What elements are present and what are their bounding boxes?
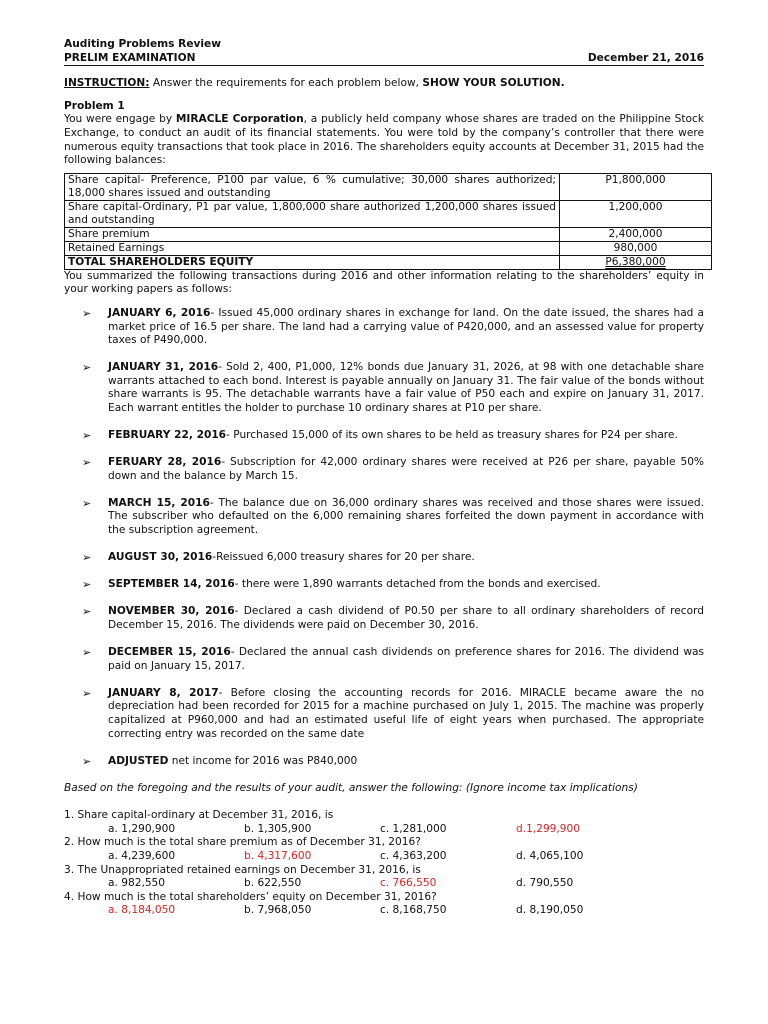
choices-row: [64, 904, 704, 918]
transaction-detail: - Declared the annual cash dividends on preference shares for 2016. The dividend was paid on January 15, 2017.: [108, 646, 704, 672]
instructions-based-on: Based on the foregoing and the results of your audit, answer the following: (Ignore income tax implications): [64, 781, 638, 794]
transaction-detail: - Before closing the accounting records for 2016. MIRACLE became aware the no depreciation had been recorded for 2015 for a machine purchased on July 1, 2015. The machine was properly capitalized at P960,000 and had an estimated useful life of eight years when purchased. The appropriate correcting entry was recorded on the same date: [108, 686, 704, 740]
arrow-bullet-icon: ➢: [82, 306, 92, 320]
arrow-bullet-icon: ➢: [82, 429, 92, 443]
transaction-date: SEPTEMBER 14, 2016: [108, 578, 235, 591]
instruction-emphasis: SHOW YOUR SOLUTION.: [422, 77, 565, 90]
table-row: [65, 241, 712, 255]
account-amount: 2,400,000: [560, 227, 712, 241]
exam-date: December 21, 2016: [587, 51, 704, 64]
transaction-item: [64, 456, 704, 483]
transaction-item: [64, 687, 704, 741]
question-text: 2. How much is the total share premium as of December 31, 2016?: [64, 836, 421, 849]
exam-title: PRELIM EXAMINATION: [64, 51, 196, 64]
transaction-detail: - Declared a cash dividend of P0.50 per share to all ordinary shareholders of record December 15, 2016. The dividends were paid on December 30, 2016.: [108, 605, 704, 631]
transactions-list: [64, 307, 704, 768]
total-amount: P6,380,000: [560, 255, 712, 269]
answer-choice: a. 1,290,900: [108, 822, 176, 835]
transaction-detail: - Issued 45,000 ordinary shares in exchange for land. On the date issued, the shares had a market price of 16.5 per share. The land had a carrying value of P420,000, and an assessed value for property taxes of P490,000.: [108, 306, 704, 347]
choices-row: [64, 850, 704, 864]
problem-intro-after: , a publicly held company whose shares are traded on the Philippine Stock Exchange, to conduct an audit of its financial statements. You were told by the company’s controller that there were numerous equity transactions that took place in 2016. The shareholders equity accounts at December 31, 2015 had the following balances:: [64, 113, 704, 167]
total-label: TOTAL SHAREHOLDERS EQUITY: [65, 255, 560, 269]
problem-intro-before: You were engage by: [64, 113, 176, 126]
transaction-detail: net income for 2016 was P840,000: [168, 754, 358, 767]
transaction-text: [108, 307, 704, 348]
transaction-text: [108, 578, 704, 592]
transaction-item: [64, 361, 704, 415]
account-amount: 980,000: [560, 241, 712, 255]
answer-choice: d. 790,550: [516, 877, 574, 890]
arrow-bullet-icon: ➢: [82, 605, 92, 619]
arrow-bullet-icon: ➢: [82, 361, 92, 375]
transaction-item: [64, 578, 704, 592]
transaction-text: [108, 361, 704, 415]
transaction-detail: - Sold 2, 400, P1,000, 12% bonds due January 31, 2026, at 98 with one detachable share warrants attached to each bond. Interest is payable annually on January 31. The fair value of the bonds without share warrants is 95. The detachable warrants have a fair value of P50 each and expire on January 31, 2017. Each warrant entitles the holder to purchase 10 ordinary shares at P10 per share.: [108, 361, 704, 414]
question-text: 1. Share capital-ordinary at December 31, 2016, is: [64, 809, 334, 822]
transaction-date: JANUARY 8, 2017: [108, 686, 219, 699]
answer-choice: b. 7,968,050: [244, 904, 312, 917]
transaction-item: [64, 755, 704, 769]
transaction-date: ADJUSTED: [108, 754, 169, 767]
instruction-text: Answer the requirements for each problem below,: [149, 77, 423, 90]
answer-choice: a. 4,239,600: [108, 850, 176, 863]
transaction-text: [108, 646, 704, 673]
transactions-summary: You summarized the following transactions during 2016 and other information relating to the shareholders’ equity in your working papers as follows:: [64, 269, 704, 296]
account-amount: P1,800,000: [560, 173, 712, 200]
account-description: Share capital-Ordinary, P1 par value, 1,800,000 share authorized 1,200,000 shares issued and outstanding: [65, 200, 560, 227]
transaction-detail: -Reissued 6,000 treasury shares for 20 per share.: [212, 551, 475, 564]
answer-choice: d. 4,065,100: [516, 850, 584, 863]
arrow-bullet-icon: ➢: [82, 496, 92, 510]
transaction-text: [108, 551, 704, 565]
question-text: 3. The Unappropriated retained earnings on December 31, 2016, is: [64, 863, 421, 876]
arrow-bullet-icon: ➢: [82, 456, 92, 470]
transaction-date: DECEMBER 15, 2016: [108, 646, 231, 659]
transaction-text: [108, 755, 704, 769]
answer-choice: b. 1,305,900: [244, 822, 312, 835]
transaction-date: FEBRUARY 22, 2016: [108, 429, 227, 442]
account-description: Share capital- Preference, P100 par value, 6 % cumulative; 30,000 shares authorized; 18,000 shares issued and outstanding: [65, 173, 560, 200]
transaction-detail: - Purchased 15,000 of its own shares to be held as treasury shares for P24 per share.: [226, 429, 678, 442]
choices-row: [64, 877, 704, 891]
arrow-bullet-icon: ➢: [82, 578, 92, 592]
arrow-bullet-icon: ➢: [82, 551, 92, 565]
answer-choice: a. 8,184,050: [108, 904, 176, 917]
company-name: MIRACLE Corporation: [175, 113, 304, 126]
answer-choice: c. 766,550: [380, 877, 437, 890]
question-text: 4. How much is the total shareholders’ equity on December 31, 2016?: [64, 890, 437, 903]
transaction-text: [108, 497, 704, 538]
table-row: [65, 173, 712, 200]
transaction-date: NOVEMBER 30, 2016: [108, 605, 235, 618]
transaction-item: [64, 605, 704, 632]
answer-choice: b. 622,550: [244, 877, 302, 890]
answer-choice: c. 8,168,750: [380, 904, 447, 917]
transaction-date: JANUARY 31, 2016: [108, 361, 219, 374]
choices-row: [64, 823, 704, 837]
answer-choice: a. 982,550: [108, 877, 166, 890]
arrow-bullet-icon: ➢: [82, 686, 92, 700]
problem-intro: [64, 113, 704, 167]
account-description: Retained Earnings: [65, 241, 560, 255]
answer-choice: d. 8,190,050: [516, 904, 584, 917]
answer-choice: c. 4,363,200: [380, 850, 447, 863]
account-description: Share premium: [65, 227, 560, 241]
transaction-text: [108, 605, 704, 632]
transaction-item: [64, 551, 704, 565]
transaction-detail: - Subscription for 42,000 ordinary shares were received at P26 per share, payable 50% down and the balance by March 15.: [108, 456, 705, 482]
transaction-detail: - The balance due on 36,000 ordinary shares was received and those shares were issued. The subscriber who defaulted on the 6,000 remaining shares forfeited the down payment in accordance with the subscription agreement.: [108, 496, 704, 537]
transaction-item: [64, 646, 704, 673]
problem-title: Problem 1: [64, 99, 125, 112]
transaction-detail: - there were 1,890 warrants detached from the bonds and exercised.: [234, 578, 601, 591]
transaction-text: [108, 687, 704, 741]
table-row: [65, 200, 712, 227]
transaction-date: MARCH 15, 2016: [108, 496, 210, 509]
account-amount: 1,200,000: [560, 200, 712, 227]
arrow-bullet-icon: ➢: [82, 646, 92, 660]
answer-choice: d.1,299,900: [516, 822, 581, 835]
equity-balances-table: [64, 173, 712, 270]
instruction-label: INSTRUCTION:: [64, 77, 150, 90]
arrow-bullet-icon: ➢: [82, 754, 92, 768]
table-row: [65, 227, 712, 241]
course-title: Auditing Problems Review: [64, 38, 222, 50]
transaction-date: AUGUST 30, 2016: [108, 551, 213, 564]
transaction-date: FERUARY 28, 2016: [108, 456, 222, 469]
answer-choice: b. 4,317,600: [244, 850, 312, 863]
transaction-item: [64, 497, 704, 538]
exam-header-row: [64, 52, 704, 67]
instruction: [64, 77, 704, 91]
total-row: [65, 255, 712, 269]
transaction-item: [64, 429, 704, 443]
transaction-item: [64, 307, 704, 348]
transaction-date: JANUARY 6, 2016: [108, 306, 211, 319]
answer-choice: c. 1,281,000: [380, 822, 447, 835]
transaction-text: [108, 429, 704, 443]
transaction-text: [108, 456, 704, 483]
questions-list: [64, 809, 704, 918]
